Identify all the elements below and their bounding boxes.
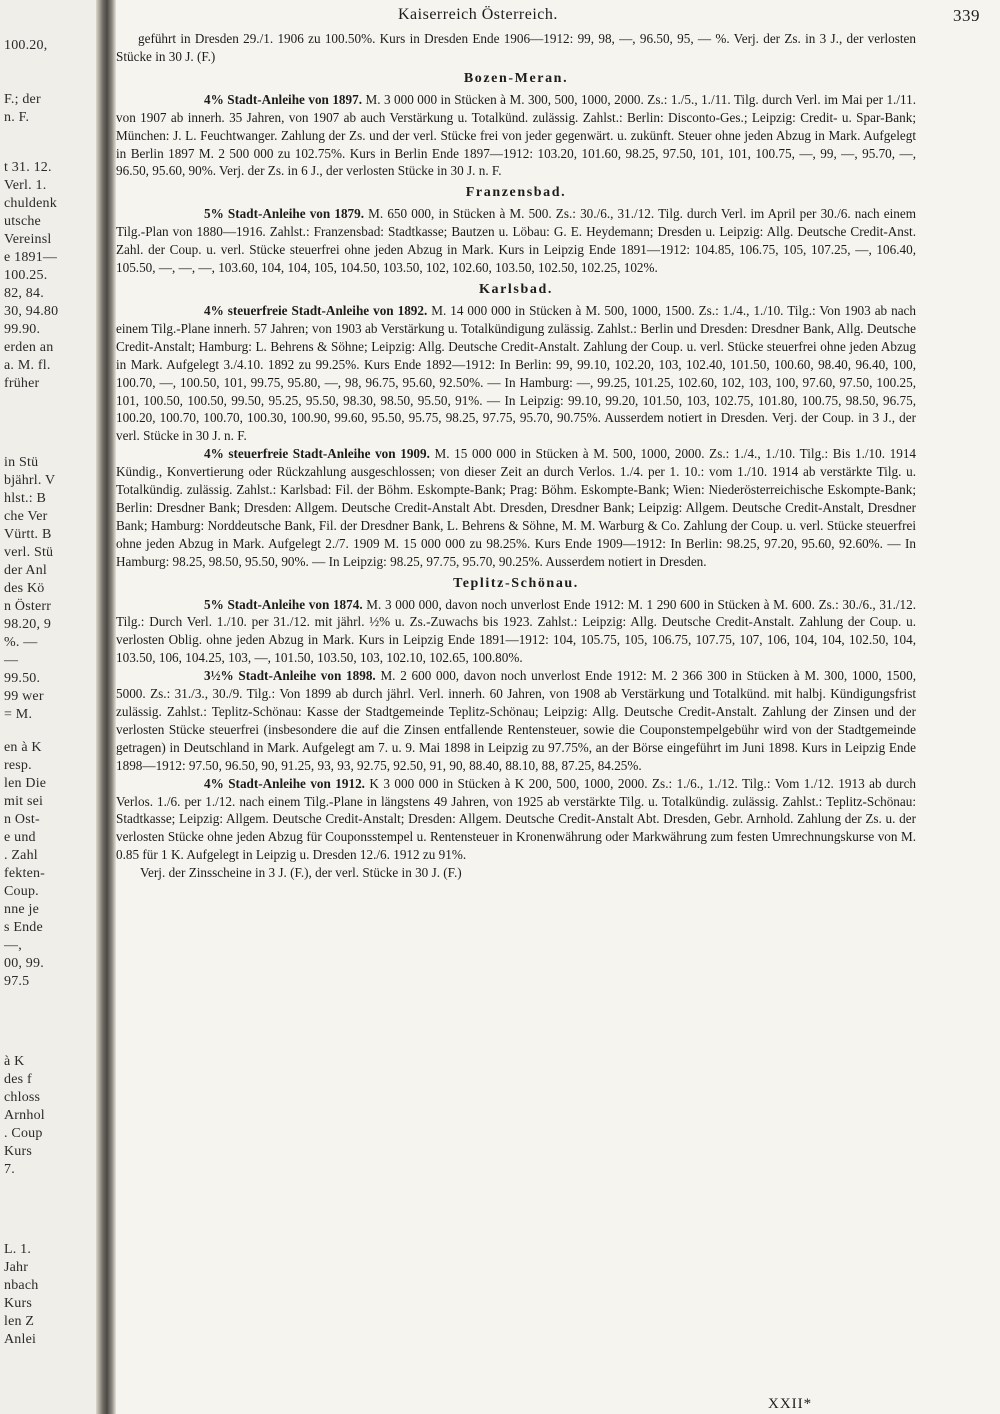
margin-fragment-line: n. F. [4, 110, 30, 125]
loan-entry [116, 775, 916, 865]
margin-fragment-line: erden an [4, 340, 54, 355]
loan-entry [116, 205, 916, 277]
loan-title: 4% steuerfreie Stadt-Anleihe von 1892. [204, 302, 428, 318]
margin-fragment-line: 100.20, [4, 38, 48, 53]
margin-fragment-line: verl. Stü [4, 545, 54, 560]
margin-fragment-line: 30, 94.80 [4, 304, 59, 319]
intro-paragraph: geführt in Dresden 29./1. 1906 zu 100.50%. Kurs in Dresden Ende 1906—1912: 99, 98, —, 96.50, 95, — %. Verj. der Zs. in 3 J., der verlosten Stücke in 30 J. (F.) [116, 31, 916, 64]
margin-fragment-line: resp. [4, 758, 32, 773]
margin-fragment-line: nne je [4, 902, 40, 917]
margin-fragment-line: nbach [4, 1278, 39, 1293]
margin-fragment-line: che Ver [4, 509, 48, 524]
margin-fragment-line: 98.20, 9 [4, 617, 52, 632]
margin-fragment-line: len Die [4, 776, 47, 791]
book-page [116, 0, 1000, 1414]
margin-fragment-line: 99.50. [4, 671, 41, 686]
margin-fragment-line: chuldenk [4, 196, 57, 211]
margin-fragment-line: %. — [4, 635, 38, 650]
margin-fragment-line: L. 1. [4, 1242, 32, 1257]
margin-fragment-line: Kurs [4, 1296, 33, 1311]
section-heading: Franzensbad. [465, 185, 567, 201]
margin-fragment-line: utsche [4, 214, 41, 229]
page-body [116, 30, 916, 882]
margin-fragment-line: Verl. 1. [4, 178, 47, 193]
section-heading: Teplitz-Schönau. [453, 575, 579, 591]
section-heading: Bozen-Meran. [463, 70, 569, 86]
loan-text: M. 14 000 000 in Stücken à M. 500, 1000, 1500. Zs.: 1./4., 1./10. Tilg.: Von 1903 ab nach einem Tilg.-Plane innerh. 57 Jahren; von 1903 ab Verstärkung u. Totalkündigung zulässig. Zahlst.: Berlin und Dresden: Dresdner Bank, Allg. Deutsche Credit-Anstalt; Hamburg: L. Behrens & Söhne; Leipzig: Allg. Deutsche Credit-Anstalt. Zahlung der Coup. u. verl. Stücke steuerfrei ohne jeden Abzug in Mark. Aufgelegt 3./4.10. 1892 zu 99.25%. Kurs Ende 1892—1912: In Berlin: 99, 99.10, 102.20, 103, 102.40, 101.50, 100.60, 98.40, 96.40, 100, 100.70, —, 100.50, 101, 99.75, 95.80, —, 98, 96.75, 95.60, 92.50%. — In Hamburg: —, 99.25, 101.25, 102.60, 102, 103, 100, 97.60, 97.50, 100.25, 101, 100.50, 100.50, 99.50, 95.25, 95.50, 98.30, 98.50, 95.50, 91%. — In Leipzig: 99.10, 99.20, 101.50, 103, 102.75, 101.80, 100.75, 98.50, 96.75, 100.20, 100.70, 100.70, 100.30, 100.90, 99.60, 95.50, 95.75, 98.25, 97.75, 95.70, 90.75%. Ausserdem notiert in Dresden. Verj. der Coup. in 3 J., der verl. Stücke in 30 J. n. F. [116, 302, 917, 444]
margin-fragment-line: fekten- [4, 866, 46, 881]
margin-fragment-line: Jahr [4, 1260, 29, 1275]
margin-fragment-line: Vürtt. B [4, 527, 52, 542]
margin-fragment-line: bjährl. V [4, 473, 56, 488]
margin-fragment-line: 00, 99. [4, 956, 44, 971]
running-head: Kaiserreich Österreich. [398, 6, 558, 23]
margin-fragment-line: e und [4, 830, 36, 845]
margin-fragment-line: s Ende [4, 920, 43, 935]
margin-fragment-line: des f [4, 1072, 32, 1087]
loan-entry [116, 445, 916, 570]
adjacent-page-fragment [0, 0, 96, 1414]
loan-entry [116, 91, 916, 181]
section [116, 69, 916, 181]
margin-fragment-line: Kurs [4, 1144, 33, 1159]
margin-fragment-line: 7. [4, 1162, 15, 1177]
margin-fragment-line: Vereinsl [4, 232, 52, 247]
margin-fragment-line: à K [4, 1054, 25, 1069]
margin-fragment-line: = M. [4, 707, 33, 722]
margin-fragment-line: der Anl [4, 563, 48, 578]
signature-mark: XXII* [768, 1396, 813, 1412]
section-heading: Karlsbad. [479, 281, 553, 297]
loan-title: 4% Stadt-Anleihe von 1912. [204, 775, 365, 791]
margin-fragment-line: früher [4, 376, 40, 391]
page-header [116, 4, 980, 26]
loan-title: 5% Stadt-Anleihe von 1879. [204, 206, 365, 222]
margin-fragment-line: — [4, 653, 19, 668]
margin-fragment-line: n Ost- [4, 812, 40, 827]
loan-text: K 3 000 000 in Stücken à K 200, 500, 1000, 2000. Zs.: 1./6., 1./12. Tilg.: Vom 1./12. 1913 ab durch Verlos. 1./6. per 1./12. nach einem Tilg.-Plane in längstens 49 Jahren, von 1925 ab verstärkte Tilg. u. Totalkündig. zulässig. Zahlst.: Teplitz-Schönau: Stadtkasse; Leipzig: Allgem. Deutsche Credit-Anstalt; Dresden: Allgem. Deutsche Credit-Anstalt Abt. Dresden, Gebr. Arnhold. Zahlung der Zs. u. der verlosten Stücke ohne jeden Abzug für Couponsstempel u. Rentensteuer in Kronenwährung oder Markwährung zum festen Umrechnungskurse von M. 0.85 für 1 K. Aufgelegt in Leipzig u. Dresden 12./6. 1912 zu 91%. [116, 775, 917, 863]
margin-fragment-line: 97.5 [4, 974, 30, 989]
margin-fragment-line: 99.90. [4, 322, 41, 337]
margin-fragment-line: n Österr [4, 599, 52, 614]
margin-fragment-line: hlst.: B [4, 491, 47, 506]
margin-fragment-line: F.; der [4, 92, 41, 107]
loan-title: 4% steuerfreie Stadt-Anleihe von 1909. [204, 446, 430, 462]
loan-text: M. 650 000, in Stücken à M. 500. Zs.: 30./6., 31./12. Tilg. durch Verl. im April per 30./6. nach einem Tilg.-Plan von 1880—1916. Zahlst.: Franzensbad: Stadtkasse; Bautzen u. Löbau: G. E. Heydemann; Dresden u. Leipzig: Allg. Deutsche Credit-Anst. Zahl. der Coup. u. verl. Stücke steuerfrei ohne jeden Abzug in Mark. Kurs in Leipzig Ende 1891—1912: 104.85, 106.75, 105, 107.25, —, 106.40, 105.50, —, —, —, 103.60, 104, 104, 105, 104.50, 103.50, 102, 102.60, 103.50, 102.50, 102.25, 102%. [116, 206, 916, 276]
loan-title: 5% Stadt-Anleihe von 1874. [204, 596, 363, 612]
margin-fragment-line: e 1891— [4, 250, 58, 265]
loan-entry [116, 596, 916, 668]
book-gutter [96, 0, 116, 1414]
margin-fragment-line: 82, 84. [4, 286, 44, 301]
loan-title: 4% Stadt-Anleihe von 1897. [204, 91, 363, 107]
loan-entry [116, 302, 916, 445]
loan-text: M. 2 600 000, davon noch unverlost Ende 1912: M. 2 366 300 in Stücken à M. 300, 1000, 1500, 5000. Zs.: 31./3., 30./9. Tilg.: Von 1899 ab durch jährl. Verl. innerh. 60 Jahren, von 1908 ab Verstärkung und Totalkünd. mit halbj. Kündigungsfrist zulässig. Zahlst.: Teplitz-Schönau: Kasse der Stadtgemeinde Teplitz-Schönau; Leipzig: Allg. Deutsche Credit-Anstalt. Zahlung der Zinsen und der verlosten Stücke steuerfrei (insbesondere die auf die Zinsen entfallende Rentensteuer, sowie die Couponstempelgebühr wird von der Stadtgemeinde getragen) in Deutschland in Mark. Aufgelegt am 7. u. 9. Mai 1898 in Leipzig zu 97.75%, an der Börse eingeführt im Juni 1898. Kurs in Leipzig Ende 1898—1912: 97.50, 96.50, 90, 91.25, 93, 93, 92.75, 92.50, 91, 90, 88.40, 88.10, 88, 87.25, 84.25%. [116, 668, 917, 773]
loan-text: M. 15 000 000 in Stücken à M. 500, 1000, 2000. Zs.: 1./4., 1./10. Tilg.: Bis 1./10. 1914 Kündig., Konvertierung oder Rückzahlung ausgeschlossen; von dieser Zeit an durch Verlos. 1./4. per 1. 10.: vom 1./10. 1914 ab verstärkte Tilg. u. Totalkündig. zulässig. Zahlst.: Karlsbad: Fil. der Böhm. Eskompte-Bank; Prag: Böhm. Eskompte-Bank; Wien: Niederösterreichische Eskompte-Bank; Berlin: Dresdner Bank; Dresden: Allgem. Deutsche Credit-Anstalt Abt. Dresden, Dresdner Bank; Leipzig: Allgem. Deutsche Credit-Anstalt, Dresdner Bank; Hamburg: Norddeutsche Bank, Fil. der Dresdner Bank, L. Behrens & Söhne, M. M. Warburg & Co. Zahlung der Coup. u. verl. Stücke steuerfrei ohne jeden Abzug in Mark. Aufgelegt 2./7. 1909 M. 15 000 000 zu 98.25%. Kurs Ende 1909—1912: In Berlin: 98.25, 97.20, 95.60, 92.60%. — In Hamburg: 98.25, 98.50, 95.50, 90%. — In Leipzig: 98.25, 97.75, 95.70, 90.25%. Ausserdem notiert in Dresden. [116, 446, 917, 569]
section-list [116, 69, 916, 882]
margin-fragment-line: en à K [4, 740, 42, 755]
section [116, 574, 916, 883]
margin-fragment-line: chloss [4, 1090, 41, 1105]
loan-text: M. 3 000 000 in Stücken à M. 300, 500, 1000, 2000. Zs.: 1./5., 1./11. Tilg. durch Verl. im Mai per 1./11. von 1907 ab innerh. 35 Jahren, von 1907 ab auch Verstärkung u. Totalkünd. zulässig. Zahlst.: Berlin: Disconto-Ges.; Leipzig: Credit- u. Spar-Bank; München: J. L. Feuchtwanger. Zahlung der Zs. und der verl. Stücke frei von jeder gegenwärt. u. zukünft. Steuer ohne jeden Abzug in Mark. Aufgelegt in Berlin 1897 M. 2 500 000 zu 102.75%. Kurs in Berlin Ende 1897—1912: 103.20, 101.60, 98.25, 97.50, 101, 101, 100.75, —, 99, —, 95.70, —, 96.50, 95.60, 90%. Verj. der Zs. in 6 J., der verlosten Stücke in 30 J. n. F. [116, 91, 917, 179]
margin-fragment-line: —, [4, 938, 22, 953]
margin-fragment-line: . Zahl [4, 848, 38, 863]
margin-fragment-line: len Z [4, 1314, 35, 1329]
margin-fragment-line: Arnhol [4, 1108, 45, 1123]
section [116, 280, 916, 571]
margin-fragment-line: 99 wer [4, 689, 44, 704]
margin-fragment-line: des Kö [4, 581, 45, 596]
loan-title: 3½% Stadt-Anleihe von 1898. [204, 668, 376, 684]
margin-fragment-line: Coup. [4, 884, 39, 899]
margin-fragment-line: a. M. fl. [4, 358, 51, 373]
margin-fragment-line: in Stü [4, 455, 39, 470]
margin-fragment-line: mit sei [4, 794, 44, 809]
margin-fragment-line: 100.25. [4, 268, 48, 283]
margin-fragment-line: t 31. 12. [4, 160, 52, 175]
page-number: 339 [953, 6, 980, 25]
loan-entry [116, 667, 916, 774]
loan-text: M. 3 000 000, davon noch unverlost Ende 1912: M. 1 290 600 in Stücken à M. 600. Zs.: 30./6., 31./12. Tilg.: Durch Verl. 1./10. per 31./12. mit jährl. ½% u. Zs.-Zuwachs bis 1923. Zahlst.: Leipzig: Allg. Deutsche Credit-Anstalt. Zahlung der Coup. u. verlosten Oblig. ohne jeden Abzug in Mark. Kurs in Leipzig Ende 1891—1912: 104, 105.75, 105, 106.75, 107.75, 107, 106, 104, 104, 102.50, 104, 103.50, 106, 104.25, 103, —, 101.50, 103.50, 103, 102.10, 102.65, 100.80%. [116, 596, 917, 666]
margin-fragment-line: . Coup [4, 1126, 43, 1141]
footnote: Verj. der Zinsscheine in 3 J. (F.), der verl. Stücke in 30 J. (F.) [140, 865, 462, 881]
margin-fragment-line: Anlei [4, 1332, 37, 1347]
section [116, 183, 916, 277]
